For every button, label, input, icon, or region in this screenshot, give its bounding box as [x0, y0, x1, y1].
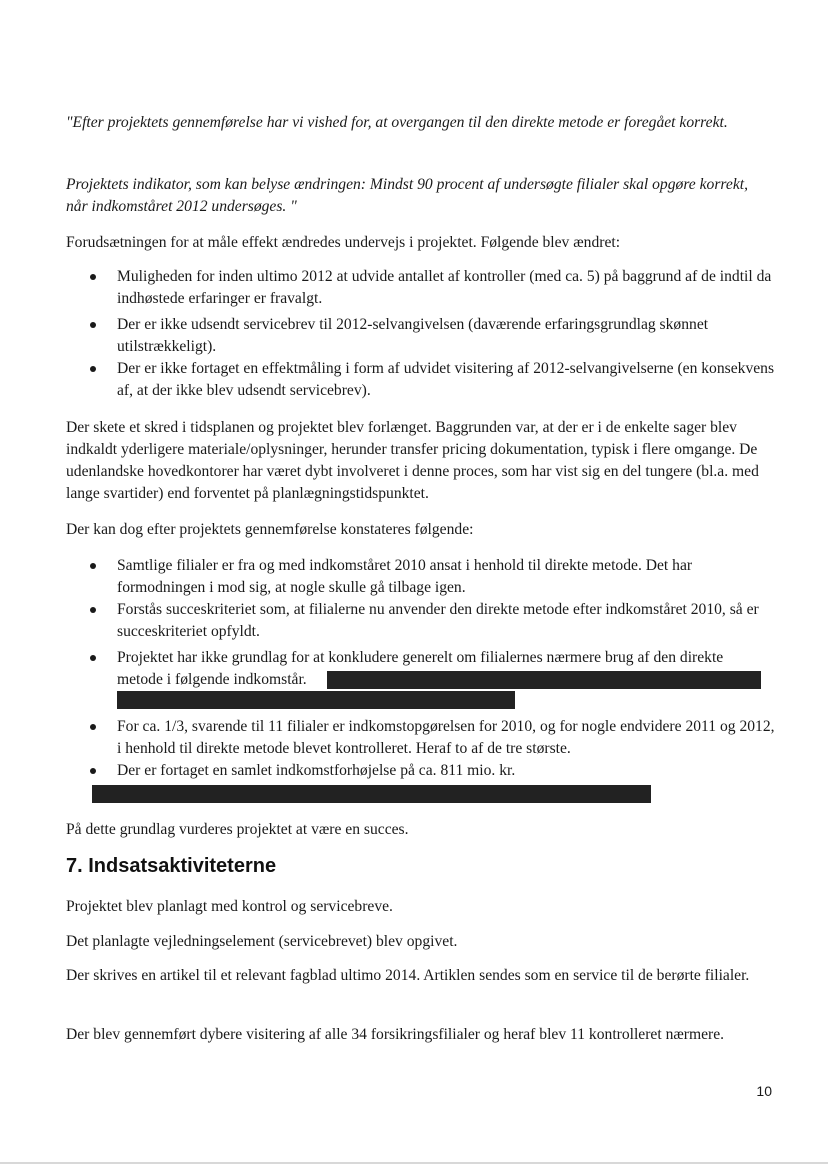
quote-paragraph-1: "Efter projektets gennemførelse har vi vished for, at overgangen til den direkte metode er foregået korrekt.	[66, 114, 728, 131]
findings-intro: Der kan dog efter projektets gennemførelse konstateres følgende:	[66, 521, 474, 538]
section-paragraph: Der skrives en artikel til et relevant fagblad ultimo 2014. Artiklen sendes som en service til de berørte filialer.	[66, 967, 750, 984]
quote-paragraph-2: Projektets indikator, som kan belyse ændringen: Mindst 90 procent af undersøgte filialer skal opgøre korrekt, når indkomståret 2012 undersøges. "	[66, 176, 748, 215]
conclusion-paragraph: På dette grundlag vurderes projektet at være en succes.	[66, 821, 409, 838]
changes-item: Der er ikke fortaget en effektmåling i form af udvidet visitering af 2012-selvangivelserne (en konsekvens af, at der ikke blev udsendt servicebrev).	[117, 360, 775, 399]
bullet-icon	[90, 322, 96, 328]
changes-intro: Forudsætningen for at måle effekt ændredes undervejs i projektet. Følgende blev ændret:	[66, 234, 621, 251]
findings-item: Der er fortaget en samlet indkomstforhøjelse på ca. 811 mio. kr.	[117, 762, 516, 779]
section-paragraph: Det planlagte vejledningselement (servicebrevet) blev opgivet.	[66, 933, 458, 950]
bullet-icon	[90, 366, 96, 372]
redaction-bar	[117, 691, 515, 709]
bullet-icon	[90, 607, 96, 613]
redaction-bar	[92, 785, 651, 803]
redaction-bar	[327, 671, 761, 689]
section-heading: 7. Indsatsaktiviteterne	[66, 855, 277, 877]
changes-item: Der er ikke udsendt servicebrev til 2012-selvangivelsen (daværende erfaringsgrundlag skønnet utilstrækkeligt).	[117, 316, 709, 355]
bullet-icon	[90, 768, 96, 774]
bullet-icon	[90, 655, 96, 661]
section-paragraph: Projektet blev planlagt med kontrol og servicebreve.	[66, 898, 393, 915]
findings-item: Forstås succeskriteriet som, at filialerne nu anvender den direkte metode efter indkomståret 2010, så er succeskriteriet opfyldt.	[117, 601, 759, 640]
findings-item-continued: metode i følgende indkomstår.	[117, 671, 307, 688]
bullet-icon	[90, 724, 96, 730]
scan-edge-divider	[0, 1162, 828, 1164]
findings-item: Projektet har ikke grundlag for at konkludere generelt om filialernes nærmere brug af den direkte	[117, 649, 724, 666]
findings-item: For ca. 1/3, svarende til 11 filialer er indkomstopgørelsen for 2010, og for nogle endvidere 2011 og 2012, i henhold til direkte metode blevet kontrolleret. Heraf to af de tre største.	[117, 718, 775, 757]
page-number: 10	[756, 1083, 772, 1099]
bullet-icon	[90, 563, 96, 569]
delay-paragraph: Der skete et skred i tidsplanen og projektet blev forlænget. Baggrunden var, at der er i de enkelte sager blev indkaldt yderligere materiale/oplysninger, herunder transfer pricing dokumentation, typisk i flere omgange. De udenlandske hovedkontorer har været dybt involveret i denne proces, som har vist sig en del tungere (bl.a. med lange svartider) end forventet på planlægningstidspunktet.	[66, 419, 759, 502]
section-paragraph: Der blev gennemført dybere visitering af alle 34 forsikringsfilialer og heraf blev 11 kontrolleret nærmere.	[66, 1026, 725, 1043]
findings-item: Samtlige filialer er fra og med indkomståret 2010 ansat i henhold til direkte metode. Det har formodningen i mod sig, at nogle skulle gå tilbage igen.	[117, 557, 693, 596]
bullet-icon	[90, 274, 96, 280]
changes-item: Muligheden for inden ultimo 2012 at udvide antallet af kontroller (med ca. 5) på baggrund af de indtil da indhøstede erfaringer er fravalgt.	[117, 268, 772, 307]
